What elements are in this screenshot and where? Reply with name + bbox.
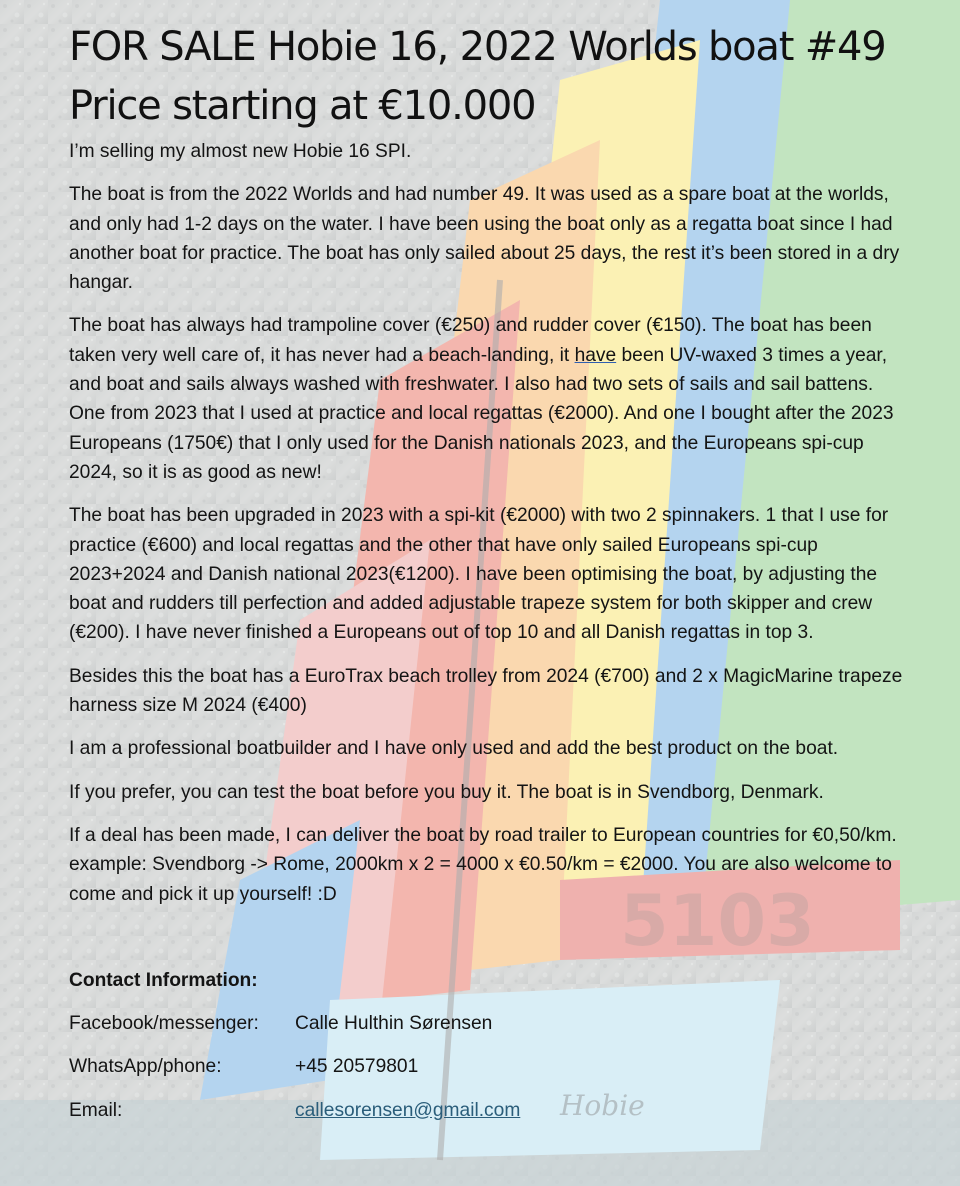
paragraph-upgrades: The boat has been upgraded in 2023 with a spi-kit (€2000) with two 2 spinnakers. 1 that I use for practice (€600) and local regattas and the other that have only sailed Europeans spi-cup 2023+2024 and Danish national 2023(€1200). I have been optimising the boat, by adjusting the boat and rudders till perfection and added adjustable trapeze system for both skipper and crew (€200). I have never finished a Europeans out of top 10 and all Danish regattas in top 3. — [69, 505, 889, 644]
intro-text: I’m selling my almost new Hobie 16 SPI. — [69, 141, 412, 162]
page-title — [69, 18, 909, 136]
title-line-2: Price starting at €10.000 — [69, 83, 536, 129]
email-label: Email: — [69, 1099, 123, 1121]
paragraph-history: The boat is from the 2022 Worlds and had number 49. It was used as a spare boat at the worlds, and only had 1-2 days on the water. I have been using the boat only as a regatta boat since I had another boat for practice. The boat has only sailed about 25 days, the rest it’s been stored in a dry hangar. — [69, 184, 900, 294]
care-text-b: been UV-waxed 3 times a year, and boat and sails always washed with freshwater. I also had two sets of sails and sail battens. One from 2023 that I used at practice and local regattas (€2000). And one I bought after the 2023 Europeans (1750€) that I only used for the Danish nationals 2023, and the Europeans spi-cup 2024, so it is as good as new! — [69, 344, 894, 483]
contact-heading: Contact Information: — [69, 969, 258, 991]
facebook-label: Facebook/messenger: — [69, 1013, 259, 1035]
contact-row-whatsapp — [69, 1052, 909, 1081]
title-line-1: FOR SALE Hobie 16, 2022 Worlds boat #49 — [69, 24, 886, 70]
facebook-value: Calle Hulthin Sørensen — [295, 1013, 493, 1035]
whatsapp-value: +45 20579801 — [295, 1056, 419, 1078]
care-text-underlined: have — [574, 344, 617, 366]
paragraph-boatbuilder: I am a professional boatbuilder and I have only used and add the best product on the boat. — [69, 738, 839, 760]
paragraph-delivery: If a deal has been made, I can deliver the boat by road trailer to European countries for €0,50/km. example: Svendborg -> Rome, 2000km x 2 = 4000 x €0.50/km = €2000. You are also welcome to come and pick it up yourself! :D — [69, 824, 897, 905]
paragraph-test: If you prefer, you can test the boat before you buy it. The boat is in Svendborg, Denmark. — [69, 781, 824, 803]
whatsapp-label: WhatsApp/phone: — [69, 1056, 222, 1078]
email-link[interactable]: callesorensen@gmail.com — [295, 1099, 521, 1121]
care-text-a: The boat has always had trampoline cover (€250) and rudder cover (€150). The boat has been taken very well care of, it has never had a beach-landing, it — [69, 315, 872, 366]
contact-row-email — [69, 1096, 909, 1125]
contact-row-facebook — [69, 1009, 909, 1038]
listing-content — [69, 18, 909, 1125]
paragraph-extras: Besides this the boat has a EuroTrax beach trolley from 2024 (€700) and 2 x MagicMarine trapeze harness size M 2024 (€400) — [69, 665, 903, 717]
paragraph-care — [69, 311, 909, 487]
